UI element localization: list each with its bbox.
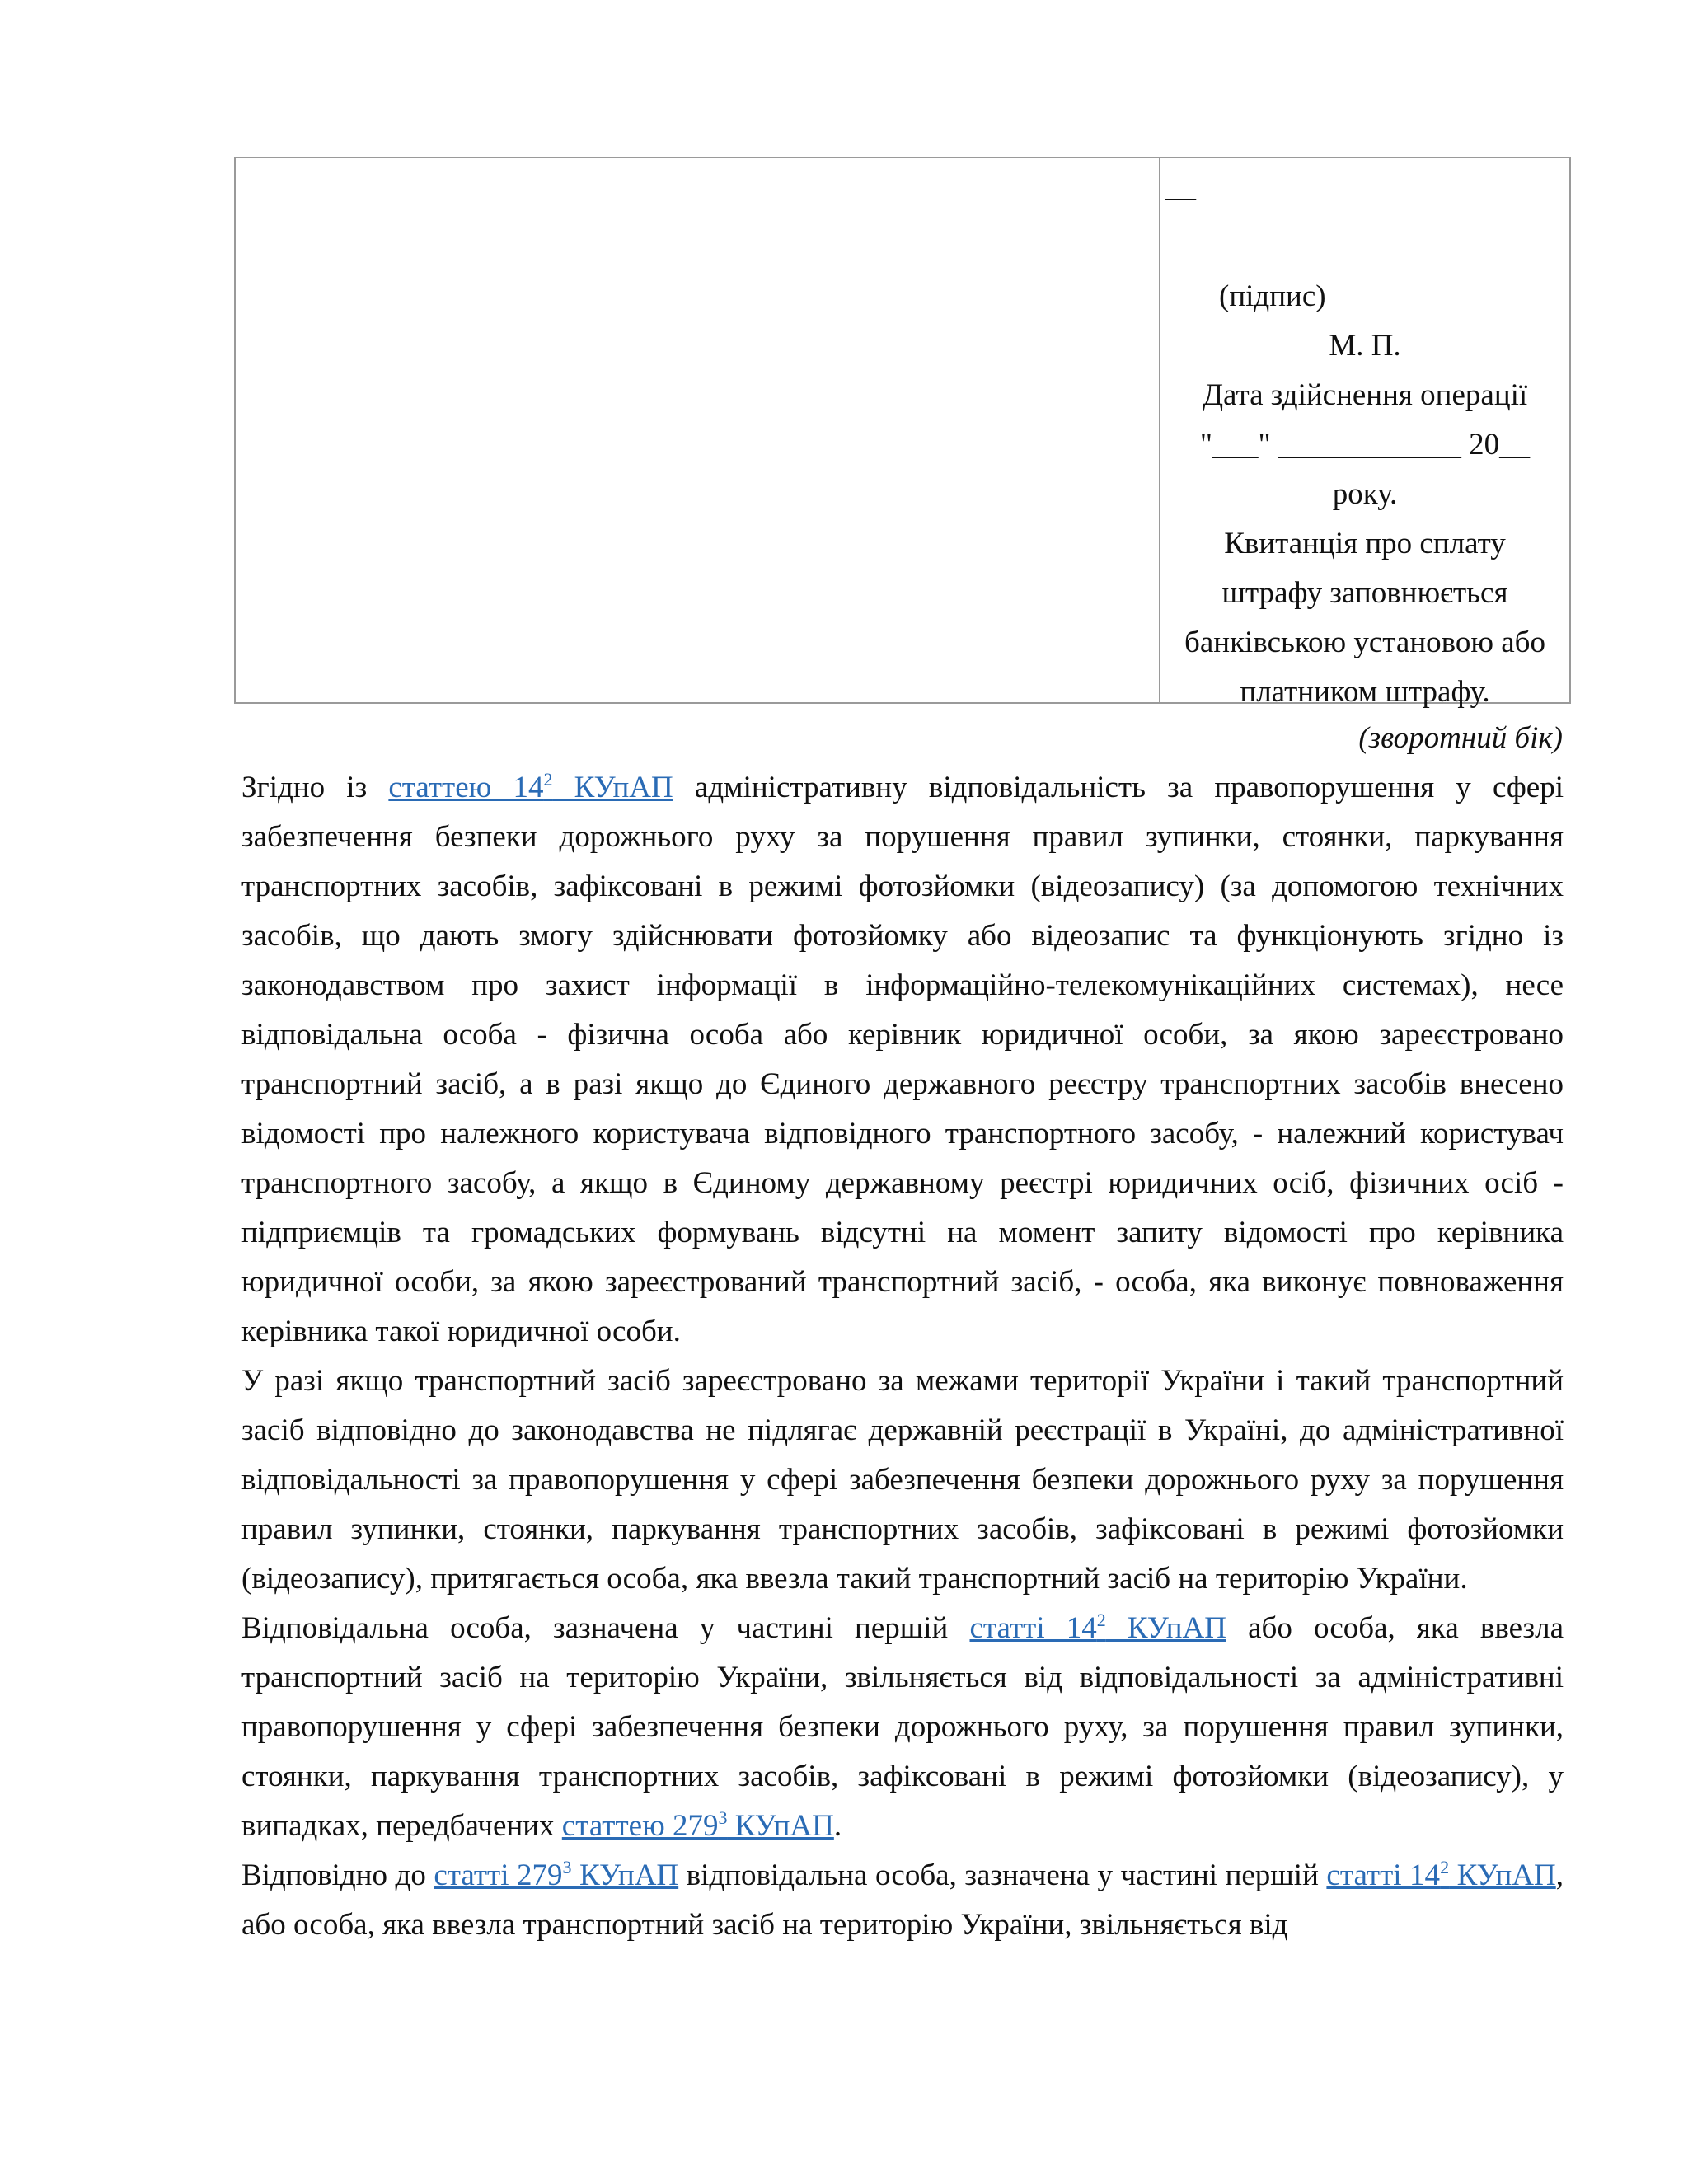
receipt-note-line: штрафу заповнюється [1221, 576, 1508, 610]
link-text: статті 14 [1326, 1858, 1441, 1892]
signature-line: __ [1165, 170, 1196, 204]
link-text: КУпАП [1449, 1858, 1556, 1892]
link-superscript: 2 [1440, 1857, 1450, 1877]
text-run: Відповідно до [241, 1858, 434, 1892]
receipt-note-line: Квитанція про сплату [1224, 527, 1506, 560]
link-superscript: 3 [718, 1807, 728, 1828]
link-text: статті 14 [969, 1611, 1097, 1645]
date-blank: "___" ____________ 20__ [1199, 428, 1531, 462]
receipt-note-line: банківською установою або [1184, 626, 1545, 659]
article-14-2-link[interactable] [969, 1611, 1226, 1645]
date-label: Дата здійснення операції [1202, 378, 1528, 412]
form-right-cell [1160, 158, 1569, 709]
article-279-3-link[interactable] [562, 1809, 834, 1843]
stamp-mark: М. П. [1329, 329, 1401, 363]
link-superscript: 2 [1096, 1610, 1106, 1630]
text-run: відповідальна особа, зазначена у частині першій [678, 1858, 1327, 1892]
article-279-3-link[interactable] [434, 1858, 678, 1892]
link-text: КУпАП [571, 1858, 679, 1892]
receipt-form-table [234, 157, 1571, 709]
receipt-note [1160, 519, 1569, 717]
link-text: КУпАП [727, 1809, 834, 1843]
link-text: статтею 279 [561, 1809, 719, 1843]
text-run: або особа, яка ввезла транспортний засіб на територію України, звільняється від відповідальності за адміністративні правопорушення у сфері забезпечення безпеки дорожнього руху, за порушення правил зупинки, стоянки, паркування транспортних засобів, зафіксовані в режимі фотозйомки (відеозапису), у випадках, передбачених [241, 1611, 1564, 1843]
paragraph-1 [241, 763, 1564, 1357]
link-text: статтею 14 [388, 771, 544, 804]
receipt-note-line: платником штрафу. [1240, 675, 1490, 709]
body-text [241, 763, 1564, 1950]
link-text: статті 279 [434, 1858, 563, 1892]
article-14-2-link[interactable] [388, 771, 673, 804]
reverse-side-label: (зворотний бік) [1358, 721, 1563, 755]
paragraph-4 [241, 1851, 1564, 1950]
form-left-cell [236, 158, 1160, 702]
text-run: адміністративну відповідальність за правопорушення у сфері забезпечення безпеки дорожнього руху за порушення правил зупинки, стоянки, паркування транспортних засобів, зафіксовані в режимі фотозйомки (відеозапису) (за допомогою технічних засобів, що дають змогу здійснювати фотозйомку або відеозапис та функціонують згідно із законодавством про захист інформації в інформаційно-телекомунікаційних системах), несе відповідальна особа - фізична особа або керівник юридичної особи, за якою зареєстровано транспортний засіб, а в разі якщо до Єдиного державного реєстру транспортних засобів внесено відомості про належного користувача відповідного транспортного засобу, - належний користувач транспортного засобу, а якщо в Єдиному державному реєстрі юридичних осіб, фізичних осіб - підприємців та громадських формувань відсутні на момент запиту відомості про керівника юридичної особи, за якою зареєстрований транспортний засіб, - особа, яка виконує повноваження керівника такої юридичної особи. [241, 771, 1564, 1348]
text-run: , або особа, яка ввезла транспортний засіб на територію України, звільняється від [241, 1858, 1564, 1942]
link-superscript: 2 [543, 769, 553, 790]
year-word: року. [1332, 477, 1398, 511]
link-text: КУпАП [552, 771, 673, 804]
paragraph-2: У разі якщо транспортний засіб зареєстровано за межами території України і такий транспортний засіб відповідно до законодавства не підлягає державній реєстрації в Україні, до адміністративної відповідальності за правопорушення у сфері забезпечення безпеки дорожнього руху за порушення правил зупинки, стоянки, паркування транспортних засобів, зафіксовані в режимі фотозйомки (відеозапису), притягається особа, яка ввезла такий транспортний засіб на територію України. [241, 1364, 1564, 1596]
text-run: . [833, 1809, 842, 1843]
signature-caption: (підпис) [1219, 279, 1326, 313]
text-run: Відповідальна особа, зазначена у частині першій [241, 1611, 970, 1645]
text-run: Згідно із [241, 771, 389, 804]
article-14-2-link[interactable] [1326, 1858, 1555, 1892]
paragraph-3 [241, 1604, 1564, 1851]
link-text: КУпАП [1105, 1611, 1226, 1645]
link-superscript: 3 [562, 1857, 572, 1877]
